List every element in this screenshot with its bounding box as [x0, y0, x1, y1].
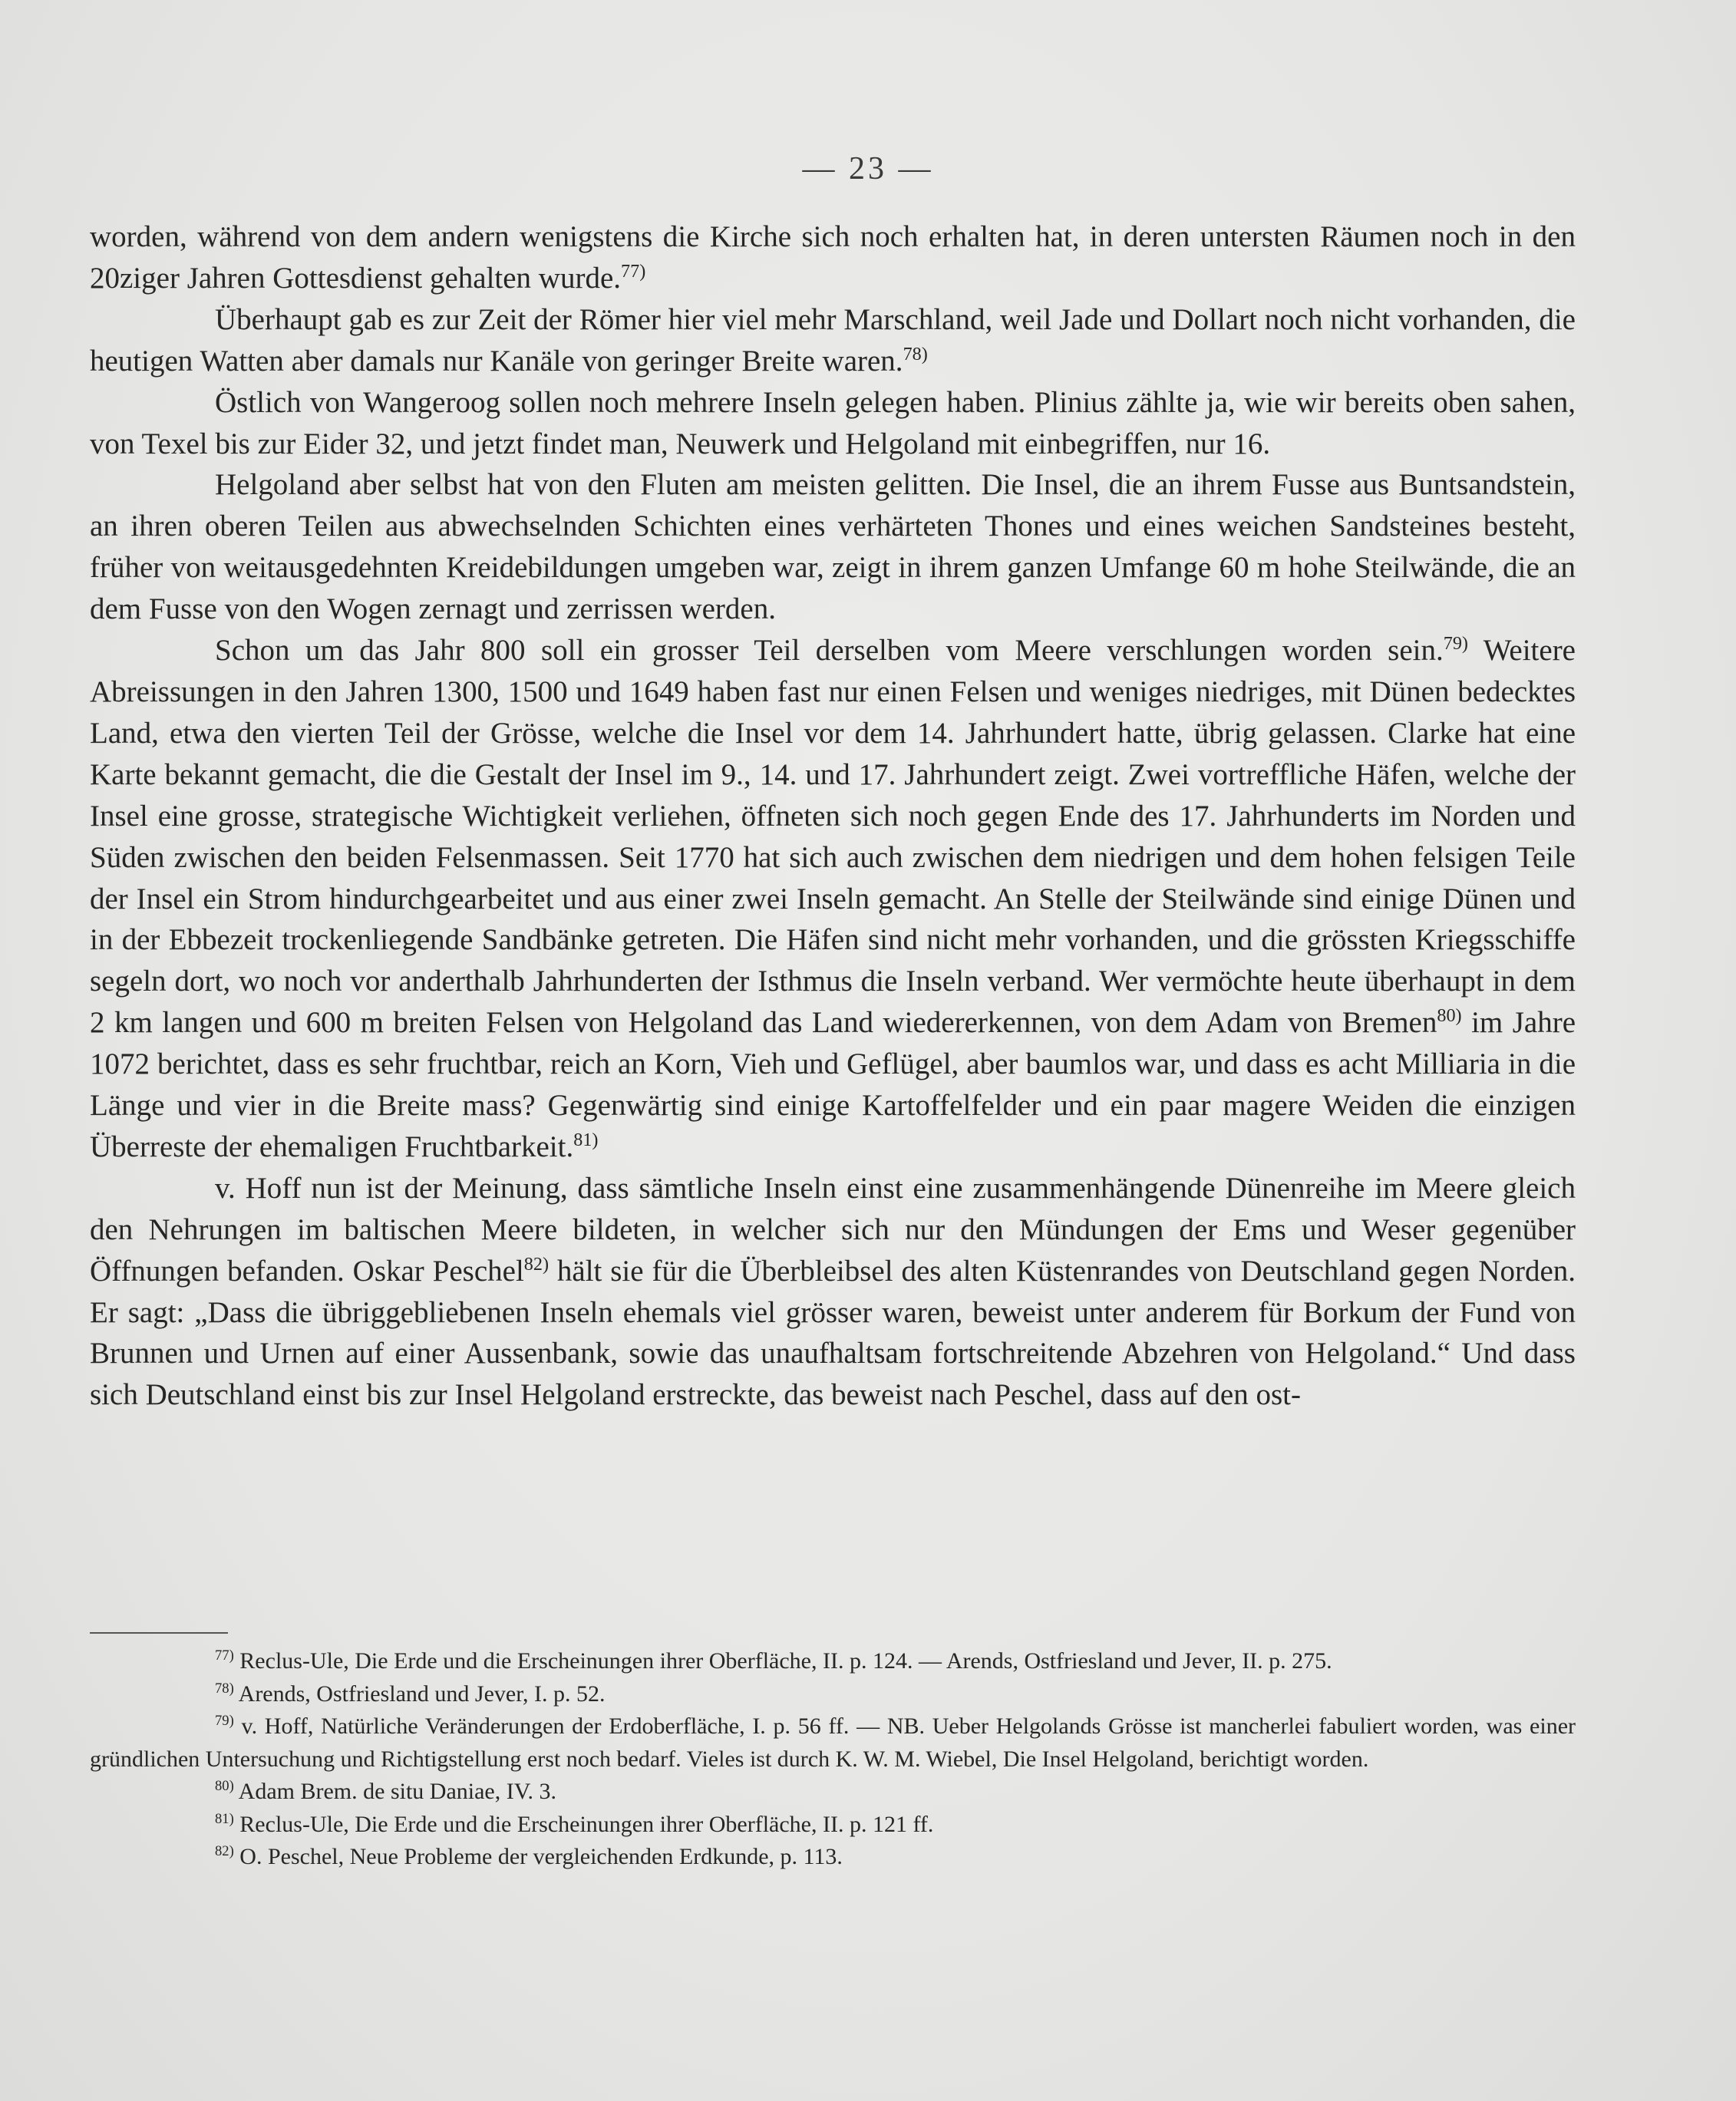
paragraph-5-text-b: Weitere Abreissungen in den Jahren 1300, 1500 und 1649 haben fast nur einen Felsen und weniges niedriges, mit Dünen bedecktes Land, etwa den vierten Teil der Grösse, welche die Insel vor dem 14. Jahrhundert hatte, übrig gelassen. Clarke hat eine Karte bekannt gemacht, die die Gestalt der Insel im 9., 14. und 17. Jahrhundert zeigt. Zwei vortreffliche Häfen, welche der Insel eine grosse, strategische Wichtigkeit verliehen, öffneten sich noch gegen Ende des 17. Jahrhunderts im Norden und Süden zwischen den beiden Felsenmassen. Seit 1770 hat sich auch zwischen dem niedrigen und dem hohen felsigen Teile der Insel ein Strom hindurchgearbeitet und aus einer zwei Inseln gemacht. An Stelle der Steilwände sind einige Dünen und in der Ebbezeit trockenliegende Sandbänke getreten. Die Häfen sind nicht mehr vorhanden, und die grössten Kriegsschiffe segeln dort, wo noch vor anderthalb Jahrhunderten der Isthmus die Inseln verband. Wer vermöchte heute überhaupt in dem 2 km langen und 600 m breiten Felsen von Helgoland das Land wiedererkennen, von dem Adam von Bremen	[90, 634, 1576, 1040]
footnote-80	[90, 1776, 1576, 1809]
footnote-text: Reclus-Ule, Die Erde und die Erscheinungen ihrer Oberfläche, II. p. 124. — Arends, Ostfriesland und Jever, II. p. 275.	[239, 1648, 1332, 1674]
footnote-mark: 79)	[215, 1713, 234, 1729]
footnote-79	[90, 1710, 1576, 1776]
paragraph-6-text-a: v. Hoff nun ist der Meinung, dass sämtliche Inseln einst eine zusammenhängende Dünenreihe im Meere gleich den Nehrungen im baltischen Meere bildeten, in welcher sich nur den Mündungen der Ems und Weser gegenüber Öffnungen befanden. Oskar Peschel	[90, 1171, 1576, 1288]
footnote-text: v. Hoff, Natürliche Veränderungen der Erdoberfläche, I. p. 56 ff. — NB. Ueber Helgolands Grösse ist mancherlei fabuliert worden, was einer gründlichen Untersuchung und Richtigstellung erst noch bedarf. Vieles ist durch K. W. M. Wiebel, Die Insel Helgoland, berichtigt worden.	[90, 1713, 1576, 1772]
paragraph-3	[90, 382, 1576, 465]
footnote-divider	[90, 1632, 228, 1634]
footnote-ref-79: 79)	[1443, 633, 1468, 655]
footnote-mark: 80)	[215, 1778, 234, 1794]
footnote-mark: 81)	[215, 1810, 234, 1827]
footnote-82	[90, 1841, 1576, 1874]
body-text	[90, 216, 1576, 1416]
page-number: — 23 —	[802, 151, 934, 186]
paragraph-5	[90, 630, 1576, 1168]
footnote-text: O. Peschel, Neue Probleme der vergleichenden Erdkunde, p. 113.	[239, 1844, 843, 1869]
footnote-ref-80: 80)	[1437, 1005, 1462, 1027]
paragraph-3-text: Östlich von Wangeroog sollen noch mehrere Inseln gelegen haben. Plinius zählte ja, wie wir bereits oben sahen, von Texel bis zur Eider 32, und jetzt findet man, Neuwerk und Helgoland mit einbegriffen, nur 16.	[90, 385, 1576, 460]
footnote-ref-78: 78)	[903, 343, 928, 364]
footnote-ref-81: 81)	[573, 1129, 599, 1150]
footnote-77	[90, 1645, 1576, 1678]
paragraph-1-text: worden, während von dem andern wenigstens die Kirche sich noch erhalten hat, in deren untersten Räumen noch in den 20ziger Jahren Gottesdienst gehalten wurde.	[90, 220, 1576, 295]
footnote-ref-82: 82)	[523, 1253, 550, 1275]
paragraph-2	[90, 299, 1576, 382]
footnote-text: Reclus-Ule, Die Erde und die Erscheinungen ihrer Oberfläche, II. p. 121 ff.	[239, 1811, 934, 1837]
footnote-81	[90, 1809, 1576, 1842]
paragraph-4	[90, 464, 1576, 630]
footnote-mark: 82)	[215, 1843, 234, 1859]
footnote-text: Arends, Ostfriesland und Jever, I. p. 52.	[238, 1680, 606, 1707]
paragraph-2-text: Überhaupt gab es zur Zeit der Römer hier viel mehr Marschland, weil Jade und Dollart noch nicht vorhanden, die heutigen Watten aber damals nur Kanäle von geringer Breite waren.	[90, 302, 1576, 378]
footnotes	[90, 1645, 1576, 1874]
footnote-ref-77: 77)	[621, 260, 646, 282]
footnote-78	[90, 1678, 1576, 1711]
paragraph-1	[90, 216, 1576, 299]
footnote-text: Adam Brem. de situ Daniae, IV. 3.	[238, 1779, 557, 1804]
paragraph-4-text: Helgoland aber selbst hat von den Fluten am meisten gelitten. Die Insel, die an ihrem Fusse aus Buntsandstein, an ihren oberen Teilen aus abwechselnden Schichten eines verhärteten Thones und eines weichen Sandsteines besteht, früher von weitausgedehnten Kreidebildungen umgeben war, zeigt in ihrem ganzen Umfange 60 m hohe Steilwände, die an dem Fusse von den Wogen zernagt und zerrissen werden.	[90, 468, 1576, 626]
footnote-mark: 77)	[215, 1647, 234, 1664]
footnote-mark: 78)	[215, 1680, 234, 1697]
paragraph-5-text-a: Schon um das Jahr 800 soll ein grosser Teil derselben vom Meere verschlungen worden sein.	[215, 634, 1444, 668]
paragraph-6	[90, 1168, 1576, 1416]
paragraph-6-text-b: hält sie für die Überbleibsel des alten Küstenrandes von Deutschland gegen Norden. Er sagt: „Dass die übriggebliebenen Inseln ehemals viel grösser waren, beweist unter anderem für Borkum der Fund von Brunnen und Urnen auf einer Aussenbank, sowie das unaufhaltsam fortschreitende Abzehren von Helgoland.“ Und dass sich Deutschland einst bis zur Insel Helgoland erstreckte, das beweist nach Peschel, dass auf den ost-	[90, 1254, 1576, 1412]
paragraph-5-text-c: im Jahre 1072 berichtet, dass es sehr fruchtbar, reich an Korn, Vieh und Geflügel, aber baumlos war, und dass es acht Milliaria in die Länge und vier in die Breite mass? Gegenwärtig sind einige Kartoffelfelder und ein paar magere Weiden die einzigen Überreste der ehemaligen Fruchtbarkeit.	[90, 1006, 1576, 1163]
